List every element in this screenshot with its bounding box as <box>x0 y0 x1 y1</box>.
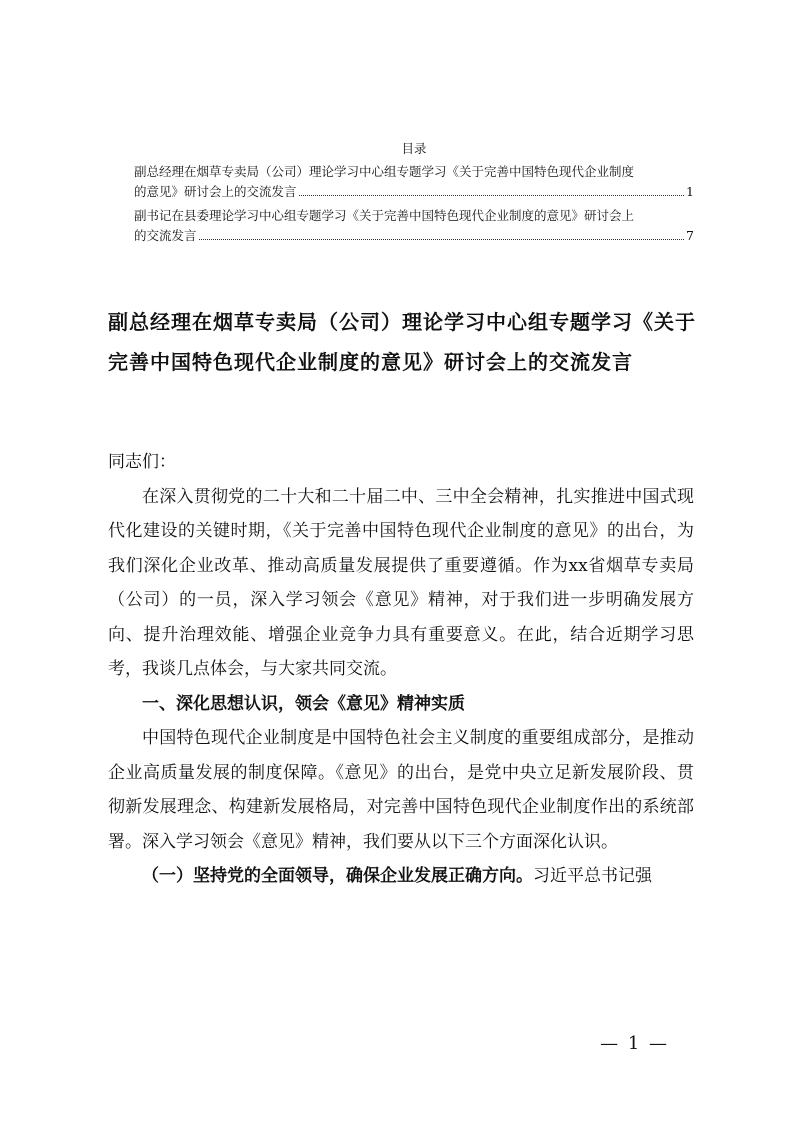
table-of-contents <box>134 140 694 250</box>
toc-entry-continuation <box>134 182 694 202</box>
toc-entry[interactable] <box>134 162 694 202</box>
toc-entry-title-end: 的交流发言 <box>134 228 197 243</box>
subsection-paragraph <box>108 859 694 894</box>
toc-dot-leader <box>199 239 685 240</box>
document-title <box>108 302 708 382</box>
subsection-text: 习近平总书记强 <box>533 866 652 886</box>
section-paragraph: 中国特色现代企业制度是中国特色社会主义制度的重要组成部分，是推动企业高质量发展的制度保障。《意见》的出台，是党中央立足新发展阶段、贯彻新发展理念、构建新发展格局，对完善中国特色现代企业制度作出的系统部署。深入学习领会《意见》精神，我们要从以下三个方面深化认识。 <box>108 728 694 852</box>
toc-entry[interactable] <box>134 206 694 246</box>
toc-entry-continuation <box>134 226 694 246</box>
section-heading: 一、深化思想认识，领会《意见》精神实质 <box>142 693 465 714</box>
toc-entry-title: 副总经理在烟草专卖局（公司）理论学习中心组专题学习《关于完善中国特色现代企业制度 <box>134 164 635 179</box>
intro-paragraph: 在深入贯彻党的二十大和二十届二中、三中全会精神，扎实推进中国式现代化建设的关键时期，《关于完善中国特色现代企业制度的意见》的出台，为我们深化企业改革、推动高质量发展提供了重要遵循。作为xx省烟草专卖局（公司）的一员，深入学习领会《意见》精神，对于我们进一步明确发展方向、提升治理效能、增强企业竞争力具有重要意义。在此，结合近期学习思考，我谈几点体会，与大家共同交流。 <box>108 486 694 679</box>
page-number: — 1 — <box>600 1033 669 1054</box>
document-title-line2: 完善中国特色现代企业制度的意见》研讨会上的交流发言 <box>108 350 633 374</box>
toc-page-number: 7 <box>686 228 694 243</box>
document-body <box>108 445 694 894</box>
toc-dot-leader <box>299 195 685 196</box>
toc-page-number: 1 <box>686 184 694 199</box>
toc-heading: 目录 <box>401 141 427 156</box>
toc-entry-title: 副书记在县委理论学习中心组专题学习《关于完善中国特色现代企业制度的意见》研讨会上 <box>134 208 635 223</box>
subsection-heading: （一）坚持党的全面领导，确保企业发展正确方向。 <box>142 866 533 886</box>
toc-entry-title-end: 的意见》研讨会上的交流发言 <box>134 184 297 199</box>
salutation: 同志们： <box>108 452 176 472</box>
document-title-line1: 副总经理在烟草专卖局（公司）理论学习中心组专题学习《关于 <box>108 310 696 334</box>
